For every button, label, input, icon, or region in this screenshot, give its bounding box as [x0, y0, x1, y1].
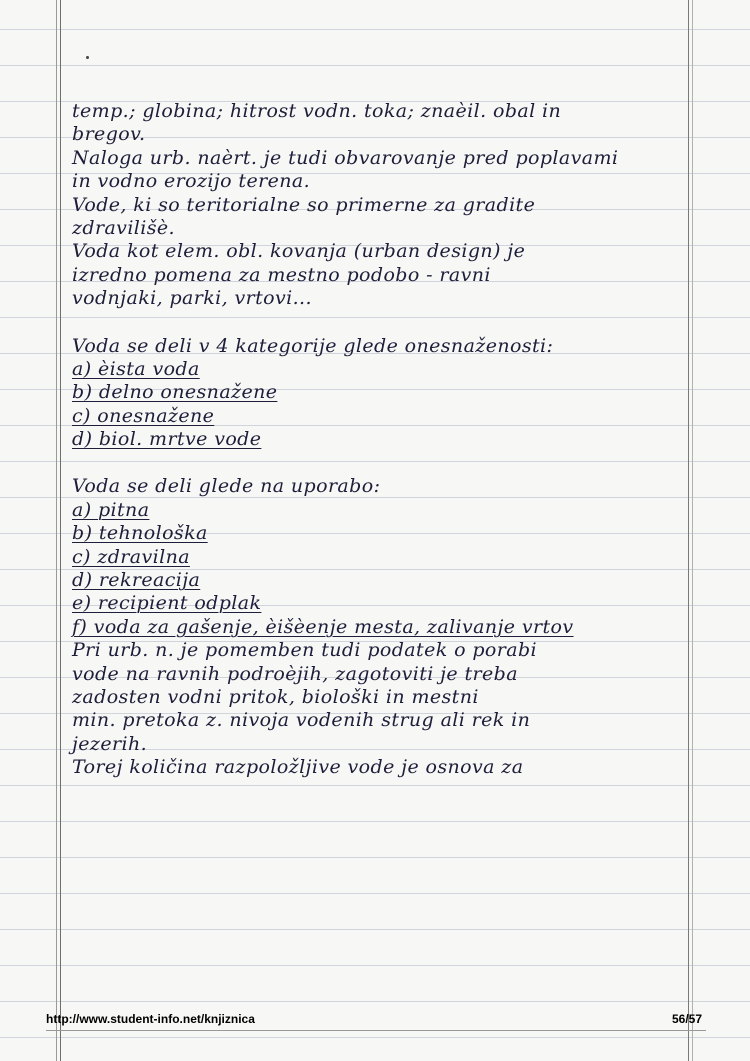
note-line: izredno pomena za mestno podobo - ravni: [72, 263, 491, 286]
divider: [46, 1030, 706, 1031]
punch-dot: [86, 56, 89, 59]
list-item: d) biol. mrtve vode: [72, 428, 262, 451]
list-item: c) zdravilna: [72, 545, 190, 568]
list-item: a) pitna: [72, 498, 150, 521]
note-line: vodnjaki, parki, vrtovi...: [72, 287, 312, 310]
note-line: Voda se deli glede na uporabo:: [72, 475, 381, 498]
margin-line: [692, 0, 693, 1061]
note-line: Naloga urb. naèrt. je tudi obvarovanje pred poplavami: [72, 146, 619, 169]
list-item: d) rekreacija: [72, 569, 201, 592]
list-item: f) voda za gašenje, èišèenje mesta, zalivanje vrtov: [72, 615, 574, 638]
margin-line: [56, 0, 57, 1061]
list-item: c) onesnažene: [72, 404, 215, 427]
list-item: b) tehnološka: [72, 522, 208, 545]
list-item: b) delno onesnažene: [72, 381, 278, 404]
note-line: Voda kot elem. obl. kovanja (urban design) je: [72, 240, 526, 263]
note-line: jezerih.: [72, 732, 148, 755]
note-line: in vodno erozijo terena.: [72, 170, 311, 193]
note-line: Vode, ki so teritorialne so primerne za gradite: [72, 193, 536, 216]
note-line: bregov.: [72, 123, 146, 146]
note-line: zadosten vodni pritok, biološki in mestni: [72, 685, 479, 708]
note-line: temp.; globina; hitrost vodn. toka; znaèil. obal in: [72, 100, 562, 122]
note-line: Voda se deli v 4 kategorije glede onesnaženosti:: [72, 334, 554, 357]
list-item: a) èista voda: [72, 357, 200, 380]
list-item: e) recipient odplak: [72, 592, 262, 615]
note-line: Torej količina razpoložljive vode je osnova za: [72, 756, 524, 779]
footer-url: http://www.student-info.net/knjiznica: [46, 1012, 255, 1026]
note-line: min. pretoka z. nivoja vodenih strug ali rek in: [72, 709, 531, 732]
note-line: zdravilišè.: [72, 216, 175, 239]
margin-line: [60, 0, 61, 1061]
note-line: vode na ravnih podroèjih, zagotoviti je treba: [72, 662, 518, 685]
handwritten-notes: [72, 100, 692, 780]
page-number: 56/57: [672, 1012, 703, 1026]
note-line: Pri urb. n. je pomemben tudi podatek o porabi: [72, 639, 538, 662]
